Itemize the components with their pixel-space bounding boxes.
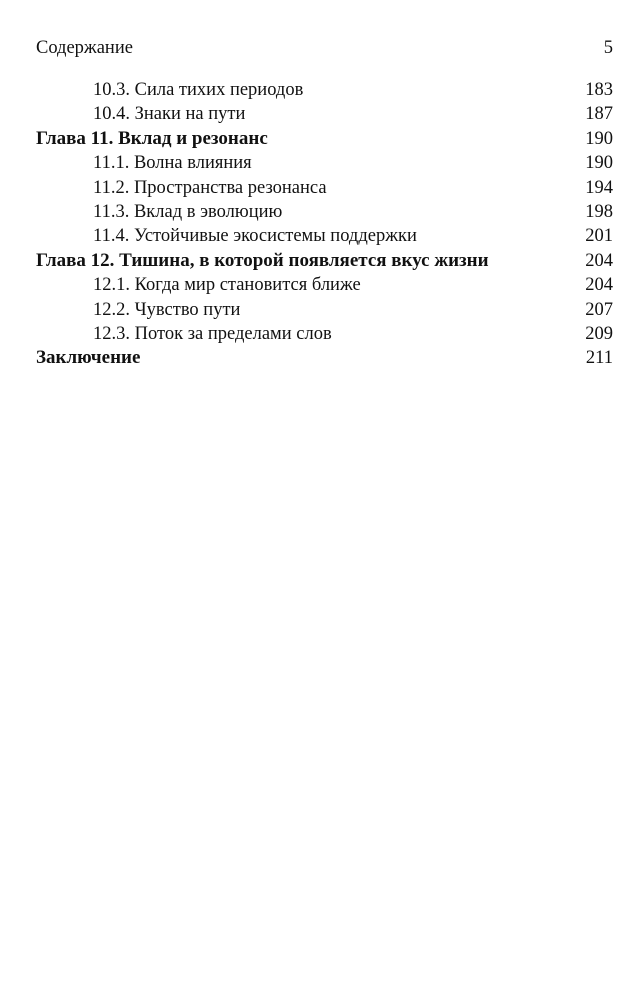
toc-chapter-11: [36, 127, 613, 151]
toc-chapter-label: Глава 12. Тишина, в которой появляется вкус жизни: [36, 249, 489, 271]
toc-chapter-label: Заключение: [36, 347, 141, 369]
toc-entry-11-4: [36, 224, 613, 248]
toc-entry-10-4: [36, 102, 613, 126]
toc-chapter-label: Глава 11. Вклад и резонанс: [36, 127, 268, 149]
toc-entry-label: 10.4. Знаки на пути: [93, 104, 246, 125]
toc-entry-label: 11.2. Пространства резонанса: [93, 177, 327, 198]
toc-entry-page: 209: [585, 323, 613, 344]
toc-entry-page: 194: [585, 177, 613, 198]
running-head-title: Содержание: [36, 38, 133, 58]
toc-entry-page: 207: [585, 299, 613, 320]
toc-entry-12-3: [36, 322, 613, 346]
toc-entry-label: 11.1. Волна влияния: [93, 153, 252, 174]
toc-chapter-page: 190: [585, 128, 613, 149]
toc-entry-page: 201: [585, 226, 613, 247]
toc-entry-page: 198: [585, 201, 613, 222]
toc-entry-label: 11.4. Устойчивые экосистемы поддержки: [93, 226, 417, 247]
toc-entry-12-2: [36, 298, 613, 322]
toc-entry-label: 12.3. Поток за пределами слов: [93, 323, 332, 344]
toc-entry-page: 183: [585, 80, 613, 100]
toc-entry-page: 204: [585, 275, 613, 296]
toc-entry-10-3: [36, 78, 613, 102]
toc-chapter-page: 204: [585, 250, 613, 271]
running-head-page-number: 5: [603, 38, 613, 58]
running-head: [36, 36, 613, 60]
toc-entry-label: 11.3. Вклад в эволюцию: [93, 201, 283, 222]
toc-entry-11-3: [36, 200, 613, 224]
toc-entry-label: 12.1. Когда мир становится ближе: [93, 275, 361, 296]
toc-chapter-12: [36, 249, 613, 273]
toc-conclusion: [36, 346, 613, 370]
toc-chapter-page: 211: [585, 348, 613, 369]
toc-entry-12-1: [36, 273, 613, 297]
toc-entry-page: 190: [585, 153, 613, 174]
toc-entry-label: 12.2. Чувство пути: [93, 299, 241, 320]
toc-entry-11-1: [36, 151, 613, 175]
toc-entry-11-2: [36, 176, 613, 200]
toc-entry-label: 10.3. Сила тихих периодов: [93, 80, 304, 100]
table-of-contents: [36, 78, 613, 371]
toc-entry-page: 187: [585, 104, 613, 125]
